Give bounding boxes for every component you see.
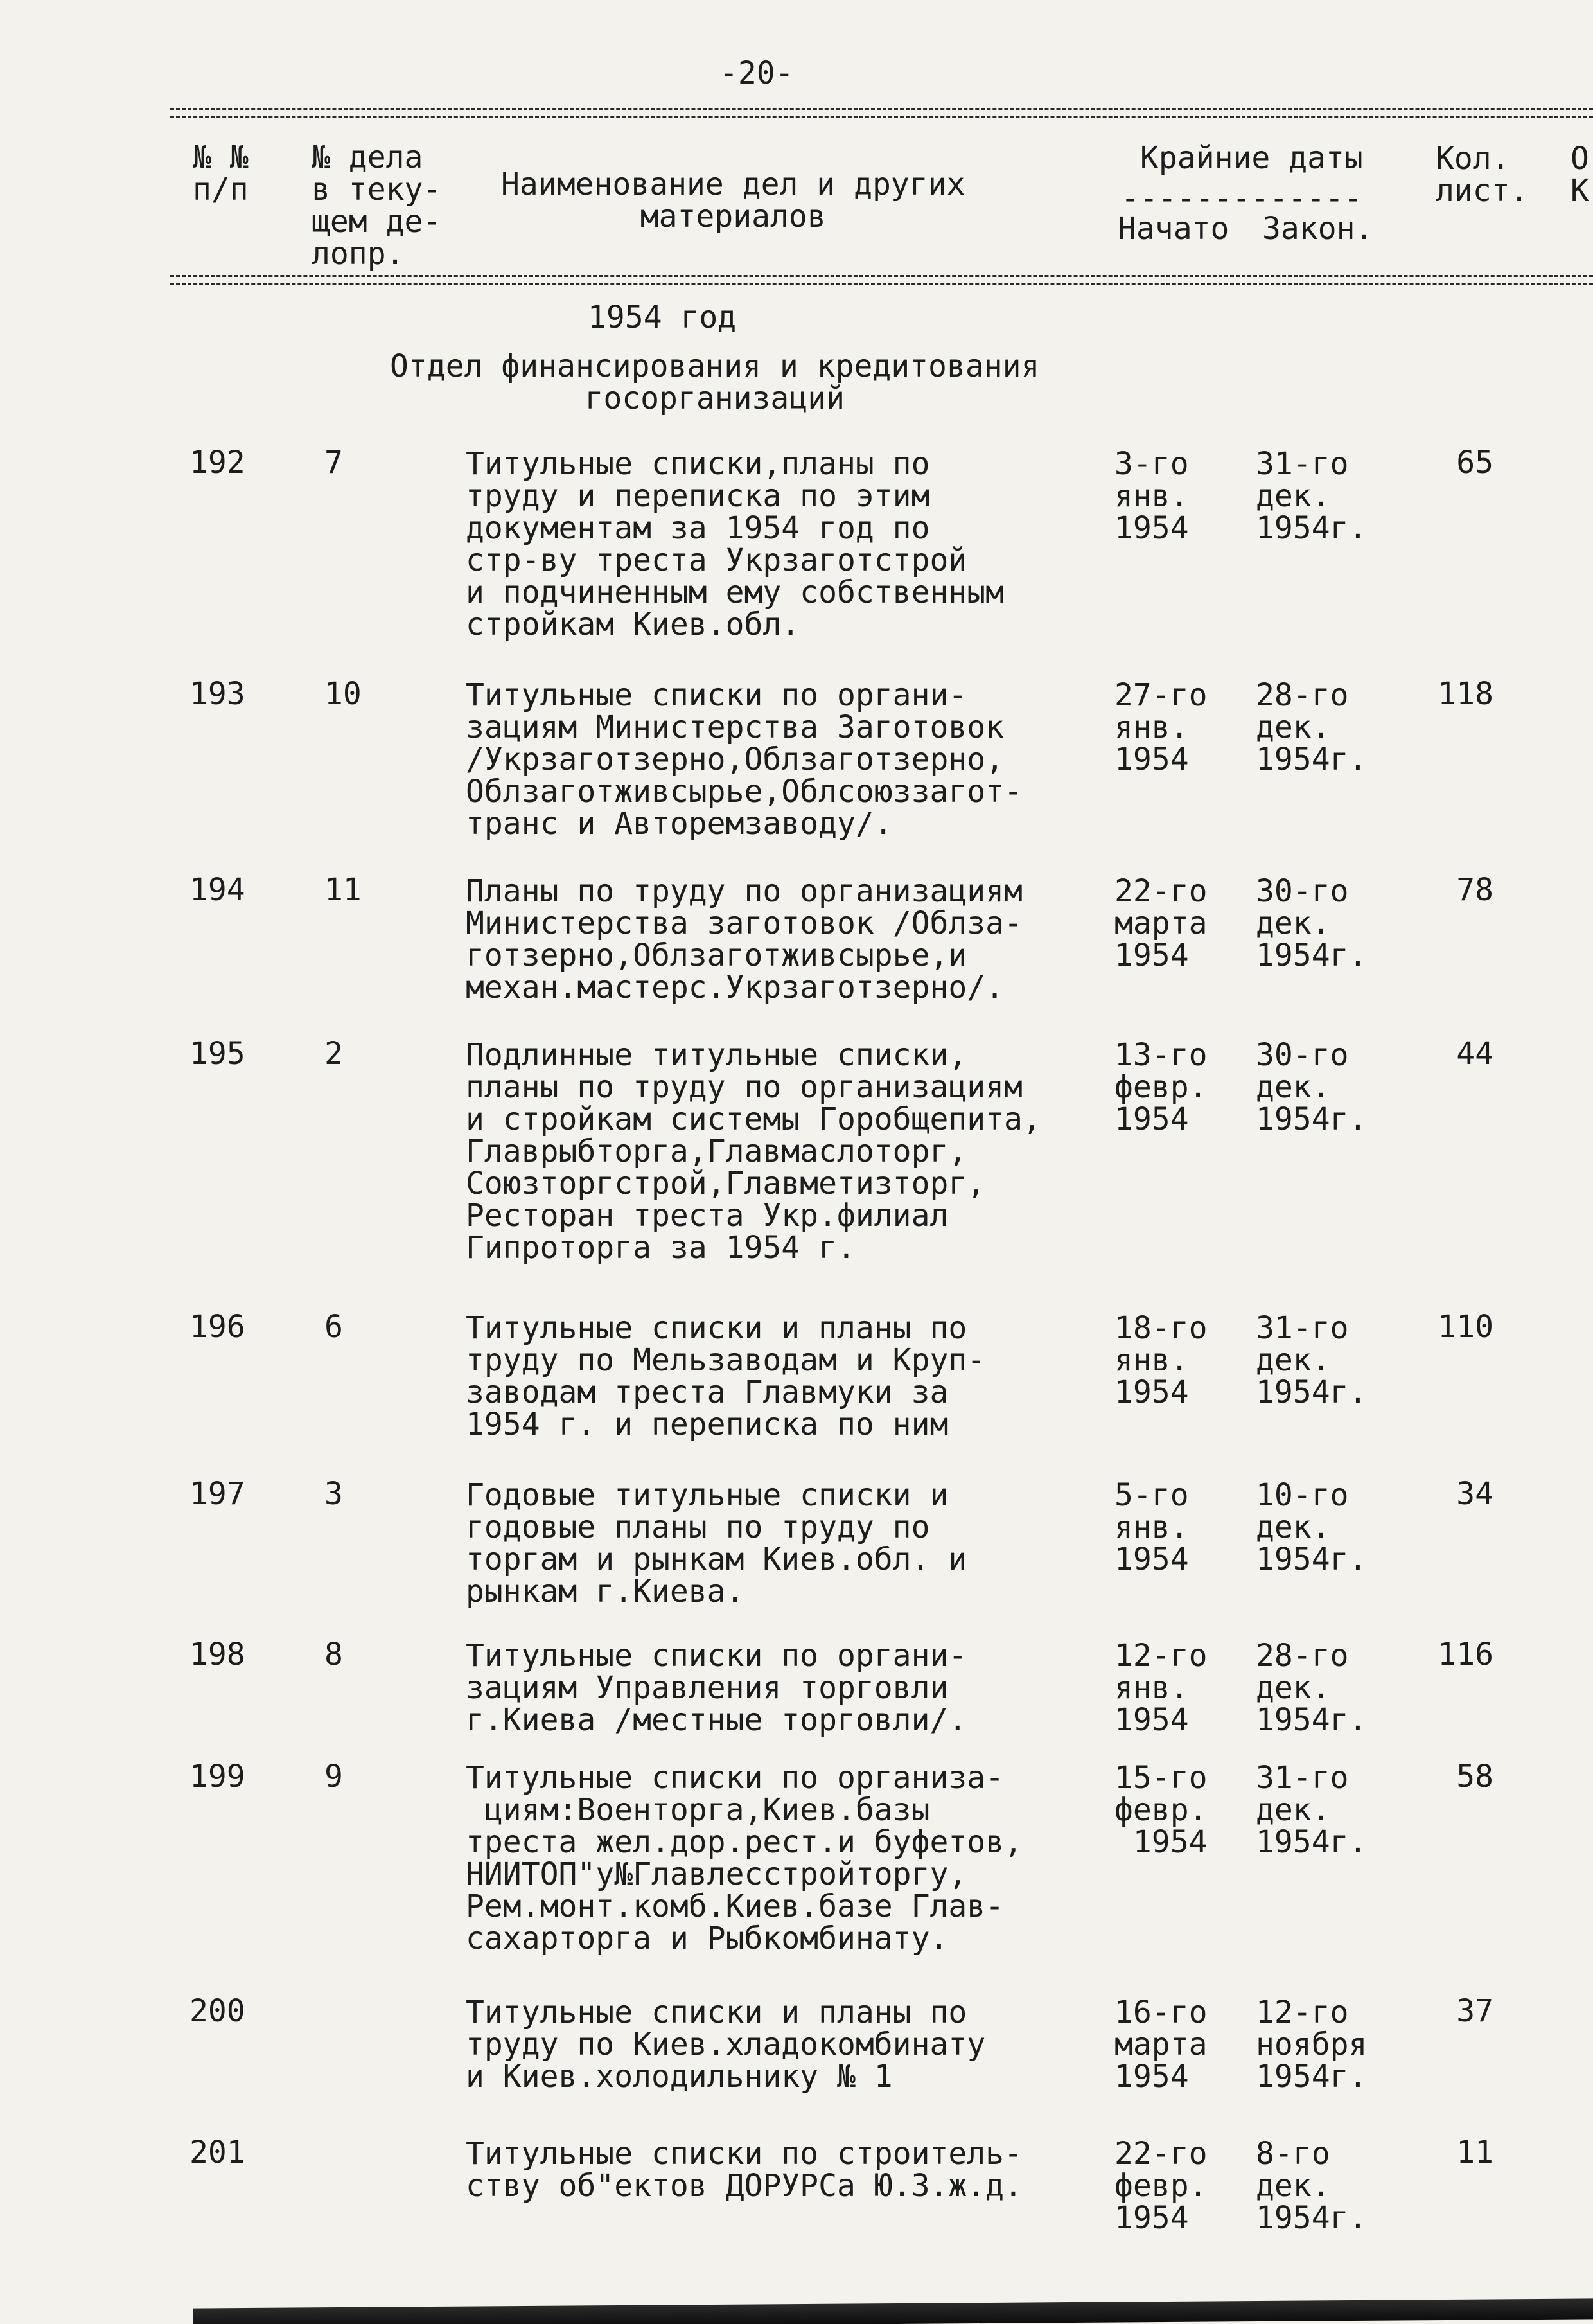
row-start-date: 22-го февр. 1954 — [1114, 2136, 1208, 2236]
header-col-sheets: Кол. лист. — [1436, 141, 1529, 209]
row-number: 192 — [189, 445, 245, 481]
row-end-date: 10-го дек. 1954г. — [1256, 1477, 1368, 1577]
row-number: 196 — [189, 1309, 245, 1345]
header-col-num: № № п/п — [193, 139, 249, 208]
row-case-number: 10 — [324, 676, 362, 712]
row-number: 197 — [189, 1476, 245, 1512]
header-bottom-rule — [170, 275, 1593, 277]
row-number: 201 — [189, 2134, 245, 2170]
header-col-start: Начато — [1118, 211, 1229, 247]
row-title: Титульные списки по организа- циям:Военторга,Киев.базы треста жел.дор.рест.и буфетов, НИИТОП"у№Главлесстройторгу, Рем.монт.комб.Киев.базе Глав- сахарторга и Рыбкомбинату. — [466, 1760, 1023, 1956]
row-case-number: 2 — [324, 1036, 343, 1072]
section-heading: Отдел финансирования и кредитования госорганизаций — [390, 348, 1040, 416]
row-start-date: 15-го февр. 1954 — [1114, 1760, 1208, 1860]
row-end-date: 30-го дек. 1954г. — [1256, 873, 1368, 973]
header-col-dates-divider: ------------- — [1121, 181, 1362, 217]
row-title: Титульные списки и планы по труду по Киев.хладокомбинату и Киев.холодильнику № 1 — [466, 1994, 986, 2095]
row-end-date: 31-го дек. 1954г. — [1256, 446, 1368, 546]
row-sheet-count: 58 — [1456, 1759, 1493, 1795]
row-title: Титульные списки по органи- зациям Министерства Заготовок /Укрзаготзерно,Облзаготзерно, Облзаготживсырье,Облсоюззагот- транс и Авторемзаводу/. — [466, 677, 1023, 842]
row-end-date: 12-го ноября 1954г. — [1256, 1994, 1368, 2095]
row-end-date: 31-го дек. 1954г. — [1256, 1310, 1368, 1410]
row-sheet-count: 116 — [1438, 1637, 1493, 1672]
row-start-date: 27-го янв. 1954 — [1114, 677, 1208, 777]
row-start-date: 12-го янв. 1954 — [1114, 1638, 1208, 1738]
header-top-rule — [170, 108, 1593, 110]
row-sheet-count: 44 — [1456, 1036, 1493, 1072]
row-case-number: 3 — [324, 1476, 343, 1512]
row-number: 194 — [189, 872, 245, 908]
header-col-note-cut: О К — [1571, 141, 1589, 209]
row-case-number: 6 — [324, 1309, 343, 1345]
scan-edge-shadow — [193, 2298, 1593, 2324]
row-title: Титульные списки,планы по труду и переписка по этим документам за 1954 год по стр-ву треста Укрзаготстрой и подчиненным ему собственным стройкам Киев.обл. — [466, 446, 1005, 643]
row-title: Титульные списки по органи- зациям Управления торговли г.Киева /местные торговли/. — [466, 1638, 967, 1738]
row-number: 193 — [189, 676, 245, 712]
row-start-date: 16-го марта 1954 — [1114, 1994, 1208, 2095]
row-case-number: 8 — [324, 1637, 343, 1672]
header-col-dates: Крайние даты — [1140, 140, 1363, 176]
row-sheet-count: 34 — [1456, 1476, 1493, 1512]
row-end-date: 8-го дек. 1954г. — [1256, 2136, 1368, 2236]
row-case-number: 11 — [324, 872, 362, 908]
row-sheet-count: 11 — [1456, 2134, 1493, 2170]
header-bottom-rule-2 — [170, 283, 1593, 285]
row-sheet-count: 118 — [1438, 676, 1493, 712]
row-case-number: 7 — [324, 445, 343, 481]
row-title: Подлинные титульные списки, планы по труду по организациям и стройкам системы Горобщепита, Главрыбторга,Главмаслоторг, Союзторгстрой,Главметизторг, Ресторан треста Укр.филиал Гипроторга за 1954 г. — [466, 1037, 1041, 1266]
row-start-date: 5-го янв. 1954 — [1114, 1477, 1189, 1577]
header-col-title: Наименование дел и других материалов — [501, 166, 965, 235]
header-top-rule-2 — [170, 116, 1593, 118]
row-number: 195 — [189, 1036, 245, 1072]
row-end-date: 31-го дек. 1954г. — [1256, 1760, 1368, 1860]
row-end-date: 28-го дек. 1954г. — [1256, 1638, 1368, 1738]
row-sheet-count: 65 — [1456, 445, 1493, 481]
row-title: Планы по труду по организациям Министерства заготовок /Облза- готзерно,Облзаготживсырье,и механ.мастерс.Укрзаготзерно/. — [466, 873, 1023, 1006]
row-end-date: 30-го дек. 1954г. — [1256, 1037, 1368, 1137]
row-start-date: 3-го янв. 1954 — [1114, 446, 1189, 546]
row-start-date: 22-го марта 1954 — [1114, 873, 1208, 973]
row-number: 199 — [189, 1759, 245, 1795]
row-sheet-count: 110 — [1438, 1309, 1493, 1345]
year-heading: 1954 год — [588, 299, 737, 335]
row-sheet-count: 78 — [1456, 872, 1493, 908]
row-end-date: 28-го дек. 1954г. — [1256, 677, 1368, 777]
row-title: Титульные списки и планы по труду по Мельзаводам и Круп- заводам треста Главмуки за 1954 г. и переписка по ним — [466, 1310, 986, 1442]
page-number: -20- — [719, 55, 794, 91]
header-col-case: № дела в теку- щем де- лопр. — [312, 139, 442, 272]
row-title: Годовые титульные списки и годовые планы по труду по торгам и рынкам Киев.обл. и рынкам г.Киева. — [466, 1477, 967, 1610]
row-number: 200 — [189, 1993, 245, 2029]
row-start-date: 13-го февр. 1954 — [1114, 1037, 1208, 1137]
row-case-number: 9 — [324, 1759, 343, 1795]
row-sheet-count: 37 — [1456, 1993, 1493, 2029]
row-number: 198 — [189, 1637, 245, 1672]
row-start-date: 18-го янв. 1954 — [1114, 1310, 1208, 1410]
header-col-end: Закон. — [1262, 211, 1374, 247]
row-title: Титульные списки по строитель- ству об"ектов ДОРУРСа Ю.З.ж.д. — [466, 2136, 1023, 2204]
